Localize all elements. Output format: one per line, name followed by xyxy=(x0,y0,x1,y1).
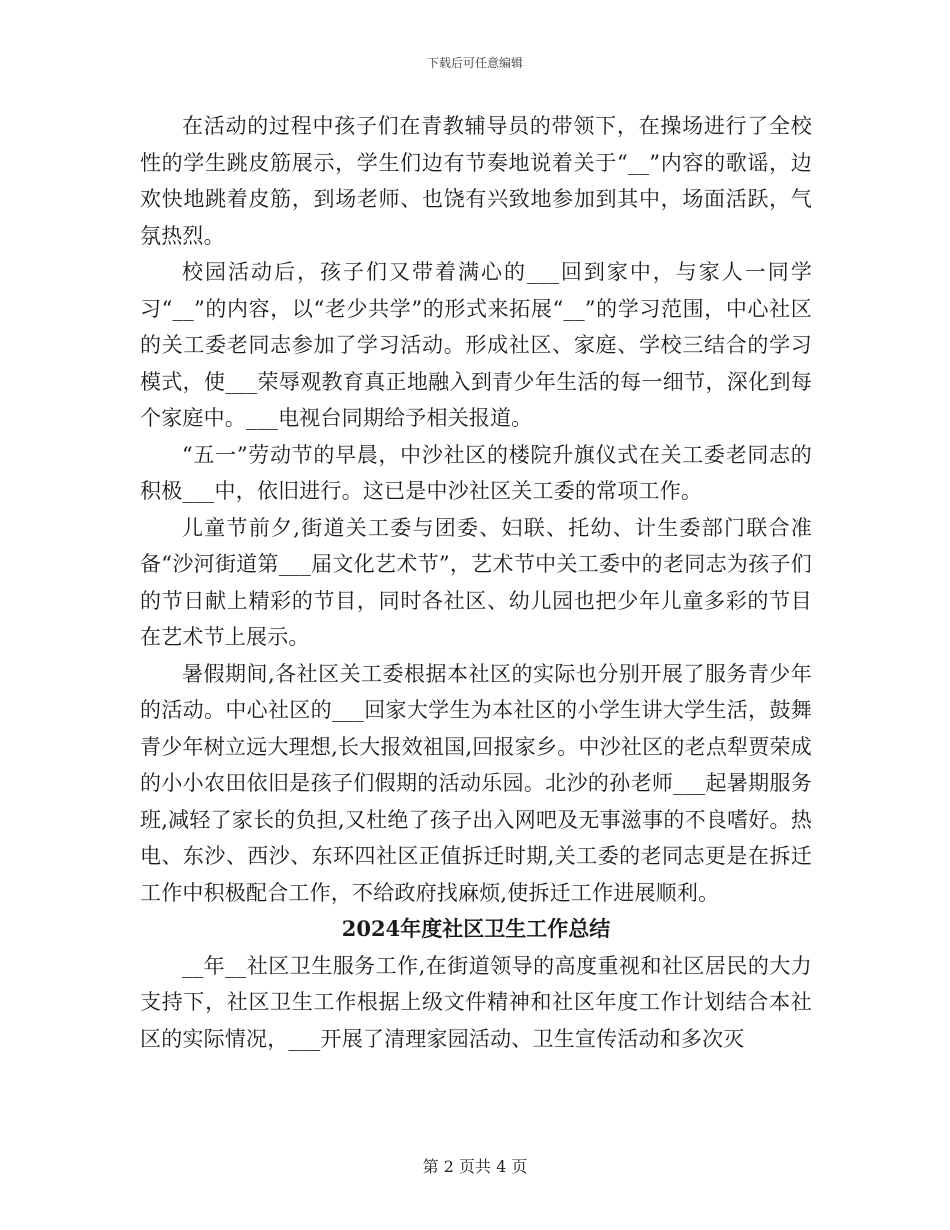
paragraph-summer-vacation: 暑假期间,各社区关工委根据本社区的实际也分别开展了服务青少年的活动。中心社区的___回家大学生为本社区的小学生讲大学生活，鼓舞青少年树立远大理想,长大报效祖国,回报家乡。中沙社区的老点犁贾荣成的小小农田依旧是孩子们假期的活动乐园。北沙的孙老师___起暑期服务班,减轻了家长的负担,又杜绝了孩子出入网吧及无事滋事的不良嗜好。热电、东沙、西沙、东环四社区正值拆迁时期,关工委的老同志更是在拆迁工作中积极配合工作，不给政府找麻烦,使拆迁工作进展顺利。 xyxy=(140,661,812,905)
header-note: 下载后可任意编辑 xyxy=(426,56,523,70)
section-title: 2024年度社区卫生工作总结 xyxy=(341,916,611,941)
paragraph-family-learning: 校园活动后，孩子们又带着满心的___回到家中，与家人一同学习“__”的内容，以“老少共学”的形式来拓展“__”的学习范围，中心社区的关工委老同志参加了学习活动。形成社区、家庭、学校三结合的学习模式，使___荣辱观教育真正地融入到青少年生活的每一细节，深化到每个家庭中。___电视台同期给予相关报道。 xyxy=(140,260,812,430)
paragraph-childrens-day: 儿童节前夕,街道关工委与团委、妇联、托幼、计生委部门联合准备“沙河街道第___届文化艺术节”，艺术节中关工委中的老同志为孩子们的节日献上精彩的节目，同时各社区、幼儿园也把少年儿童多彩的节目在艺术节上展示。 xyxy=(140,515,812,649)
page-number: 第 2 页共 4 页 xyxy=(422,1157,528,1176)
paragraph-may-day: “五一”劳动节的早晨，中沙社区的楼院升旗仪式在关工委老同志的积极___中，依旧进行。这已是中沙社区关工委的常项工作。 xyxy=(140,442,812,503)
document-body xyxy=(140,108,812,1057)
paragraph-health-summary: __年__社区卫生服务工作,在街道领导的高度重视和社区居民的大力支持下，社区卫生工作根据上级文件精神和社区年度工作计划结合本社区的实际情况，___开展了清理家园活动、卫生宣传活动和多次灭 xyxy=(140,953,812,1051)
paragraph-rope-skipping: 在活动的过程中孩子们在青教辅导员的带领下，在操场进行了全校性的学生跳皮筋展示，学生们边有节奏地说着关于“__”内容的歌谣，边欢快地跳着皮筋，到场老师、也饶有兴致地参加到其中，场面活跃，气氛热烈。 xyxy=(140,114,812,248)
